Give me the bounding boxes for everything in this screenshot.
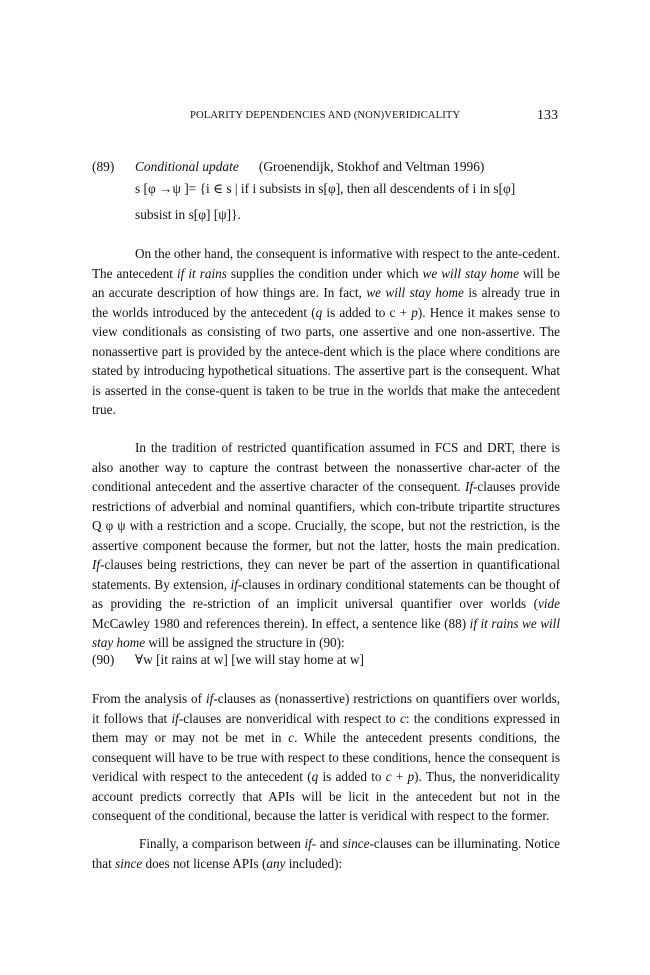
example-89 <box>92 159 560 229</box>
example-90 <box>92 652 560 672</box>
paragraph-text: On the other hand, the consequent is informative with respect to the ante-cedent. The antecedent if it rains supplies the condition under which we will stay home will be an accurate description of how things are. In fact, we will stay home is already true in the worlds introduced by the antecedent (q is added to c + p). Hence it makes sense to view conditionals as consisting of two parts, one assertive and one non-assertive. The nonassertive part is provided by the antece-dent which is the place where conditions are stated by introducing hypothetical situations. The assertive part is the consequent. What is asserted in the conse-quent is taken to be true in the worlds that make the antecedent true. <box>92 246 561 417</box>
example-content <box>135 159 560 175</box>
formula-line-2: subsist in s[φ] [ψ]}. <box>135 207 241 222</box>
example-citation: (Groenendijk, Stokhof and Veltman 1996) <box>258 159 485 174</box>
example-formula: ∀w [it rains at w] [we will stay home at w] <box>135 652 364 667</box>
paragraph-text: From the analysis of if-clauses as (nonassertive) restrictions on quantifiers over worlds, it follows that if-clauses are nonveridical with respect to c: the conditions expressed in them may or may not be met in c. While the antecedent presents conditions, the consequent will have to be true with respect to these conditions, hence the consequent is veridical with respect to the antecedent (q is added to c + p). Thus, the nonveridicality account predicts correctly that APIs will be licit in the antecedent but not in the consequent of the conditional, because the latter is veridical with respect to the former. <box>92 691 560 823</box>
paragraph-3 <box>92 689 560 826</box>
paragraph-text: Finally, a comparison between if- and since-clauses can be illuminating. Notice that since does not license APIs (any included): <box>92 836 560 871</box>
running-head: POLARITY DEPENDENCIES AND (NON)VERIDICALITY <box>190 110 461 121</box>
paragraph-1 <box>92 244 560 420</box>
example-number: (89) <box>92 159 115 174</box>
page-number: 133 <box>537 108 558 123</box>
formula-line-1: s [φ →ψ ]= {i ∈ s | if i subsists in s[φ], then all descendents of i in s[φ] <box>135 181 516 196</box>
example-title: Conditional update <box>135 159 239 174</box>
paragraph-text: In the tradition of restricted quantification assumed in FCS and DRT, there is also another way to capture the contrast between the nonassertive char-acter of the conditional antecedent and the assertive character of the consequent. If-clauses provide restrictions of adverbial and nominal quantifiers, which con-tribute tripartite structures Q φ ψ with a restriction and a scope. Crucially, the scope, but not the restriction, is the assertive component because the former, but not the latter, hosts the main predication. If-clauses being restrictions, they can never be part of the assertion in quantificational statements. By extension, if-clauses in ordinary conditional statements can be thought of as providing the re-striction of an implicit universal quantifier over worlds (vide McCawley 1980 and references therein). In effect, a sentence like (88) if it rains we will stay home will be assigned the structure in (90): <box>92 440 560 650</box>
page-header <box>92 108 560 126</box>
example-number: (90) <box>92 652 115 667</box>
paragraph-4 <box>92 834 560 873</box>
paragraph-2 <box>92 438 560 653</box>
